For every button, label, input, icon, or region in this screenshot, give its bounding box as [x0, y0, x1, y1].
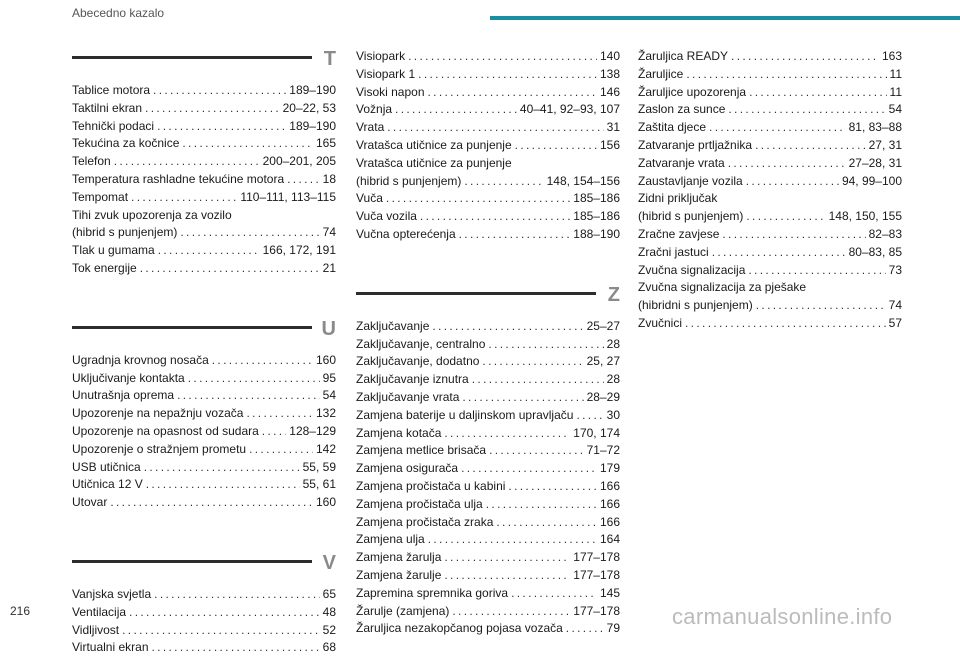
index-entry-pages: 148, 150, 155 — [828, 209, 902, 224]
section-letter: U — [321, 317, 336, 340]
dot-leader — [110, 494, 313, 512]
index-entry-label: Zamjena žarulje — [356, 567, 442, 582]
index-entry-pages: 54 — [888, 102, 902, 117]
index-entry-label: Zamjena pročistača zraka — [356, 514, 494, 529]
header-accent-bar — [490, 16, 960, 20]
index-entry-pages: 166 — [599, 478, 620, 493]
index-entry-pages: 18 — [322, 171, 336, 186]
index-entry — [72, 459, 336, 477]
section-header-u — [72, 318, 336, 358]
dot-leader — [461, 460, 597, 478]
dot-leader — [472, 371, 604, 389]
index-entry-pages: 189–190 — [289, 83, 336, 97]
dot-leader — [418, 66, 597, 84]
dot-leader — [158, 242, 260, 260]
index-entry-pages: 82–83 — [868, 226, 902, 241]
index-entry — [356, 442, 620, 460]
index-entry-pages: 132 — [315, 406, 336, 421]
index-entry-label: Unutrašnja oprema — [72, 388, 175, 403]
index-entry-label: Žaruljica READY — [638, 49, 729, 63]
index-entry-pages: 55, 59 — [302, 459, 336, 474]
index-entry-label: Zračne zavjese — [638, 226, 720, 241]
index-entry — [72, 476, 336, 494]
index-entry-pages: 71–72 — [586, 443, 620, 458]
index-entry-label: Vožnja — [356, 102, 393, 117]
dot-leader — [444, 549, 570, 567]
index-entry — [638, 48, 902, 66]
index-entry-pages: 68 — [322, 640, 336, 655]
section-entries-z — [356, 318, 620, 638]
index-entry — [356, 119, 620, 137]
index-entry-pages: 185–186 — [573, 191, 620, 206]
index-entry-pages: 140 — [599, 49, 620, 63]
section-entries-z-continued — [638, 48, 902, 333]
index-entry — [356, 173, 620, 191]
dot-leader — [140, 260, 320, 278]
dot-leader — [755, 137, 866, 155]
index-entry — [356, 208, 620, 226]
index-entry-pages: 48 — [322, 604, 336, 619]
index-entry-pages: 185–186 — [573, 209, 620, 224]
index-entry-label: Zvučna signalizacija — [638, 262, 746, 277]
index-entry — [72, 118, 336, 136]
dot-leader — [728, 101, 885, 119]
index-entry-pages: 177–178 — [573, 603, 620, 618]
page-number: 216 — [10, 604, 31, 618]
index-entry-pages: 52 — [322, 622, 336, 637]
index-entry — [638, 137, 902, 155]
index-entry — [356, 603, 620, 621]
index-entry-label: Zamjena baterije u daljinskom upravljaču — [356, 407, 574, 422]
index-entry-pages: 25–27 — [586, 318, 620, 333]
dot-leader — [756, 297, 886, 315]
index-entry-label: Zatvaranje prtljažnika — [638, 137, 753, 152]
index-entry — [72, 153, 336, 171]
dot-leader — [462, 389, 583, 407]
index-entry — [72, 604, 336, 622]
index-entry-label: Zamjena kotača — [356, 425, 442, 440]
index-entry — [72, 370, 336, 388]
dot-leader — [685, 315, 886, 333]
index-entry — [356, 48, 620, 66]
index-entry-label: Upozorenje na nepažnju vozača — [72, 406, 244, 421]
index-entry-label: Vuča — [356, 191, 383, 206]
index-entry — [638, 173, 902, 191]
dot-leader — [489, 442, 584, 460]
dot-leader — [515, 137, 597, 155]
index-entry — [356, 137, 620, 155]
dot-leader — [145, 100, 280, 118]
index-entry — [356, 371, 620, 389]
index-entry-pages: 179 — [599, 461, 620, 476]
dot-leader — [428, 531, 597, 549]
index-entry-pages: 145 — [599, 585, 620, 600]
index-entry-pages: 74 — [888, 298, 902, 313]
index-entry — [72, 405, 336, 423]
section-entries-t — [72, 82, 336, 278]
dot-leader — [188, 370, 320, 388]
dot-leader — [249, 441, 313, 459]
index-entry-pages: 20–22, 53 — [282, 100, 336, 115]
index-entry-label: Zvučnici — [638, 315, 683, 330]
index-entry-pages: 160 — [315, 352, 336, 367]
index-entry-pages: 80–83, 85 — [848, 244, 902, 259]
index-entry — [356, 407, 620, 425]
index-entry-pages: 142 — [315, 441, 336, 456]
index-entry-pages: 110–111, 113–115 — [240, 189, 336, 204]
index-entry — [356, 549, 620, 567]
index-entry — [638, 155, 902, 173]
index-entry-label: Ugradnja krovnog nosača — [72, 352, 209, 367]
dot-leader — [144, 459, 300, 477]
index-entry-pages: 81, 83–88 — [848, 120, 902, 135]
index-entry-label: Tok energije — [72, 260, 137, 275]
section-divider — [356, 292, 596, 295]
index-entry-label: Zaustavljanje vozila — [638, 173, 743, 188]
index-entry — [638, 84, 902, 102]
index-entry — [638, 315, 902, 333]
index-entry — [356, 336, 620, 354]
index-entry-label: Zaključavanje, dodatno — [356, 354, 480, 369]
index-entry-pages: 25, 27 — [586, 354, 620, 369]
dot-leader — [182, 135, 313, 153]
index-entry-pages: 57 — [888, 315, 902, 330]
dot-leader — [722, 226, 865, 244]
index-entry — [638, 226, 902, 244]
index-entry-pages: 28–29 — [586, 389, 620, 404]
index-entry-label: Zatvaranje vrata — [638, 155, 725, 170]
index-entry — [356, 226, 620, 244]
section-letter: V — [322, 551, 336, 574]
index-entry — [72, 171, 336, 189]
index-entry — [638, 66, 902, 84]
index-entry-label: Zamjena ulja — [356, 532, 425, 547]
index-entry — [638, 208, 902, 226]
dot-leader — [488, 336, 603, 354]
dot-leader — [131, 189, 237, 207]
index-entry — [356, 66, 620, 84]
index-entry — [356, 585, 620, 603]
index-entry-label: Upozorenje na opasnost od sudara — [72, 423, 259, 438]
section-divider — [72, 326, 312, 329]
index-entry-label: Tlak u gumama — [72, 243, 155, 258]
index-entry-label: Vrata — [356, 120, 385, 135]
index-entry-pages: 95 — [322, 370, 336, 385]
index-entry-pages: 138 — [599, 66, 620, 81]
index-entry-label: Žaruljice — [638, 66, 684, 81]
index-entry-label: Tempomat — [72, 189, 129, 204]
index-entry-label: Zapremina spremnika goriva — [356, 585, 509, 600]
dot-leader — [712, 244, 846, 262]
dot-leader — [686, 66, 886, 84]
index-entry — [356, 389, 620, 407]
index-entry-label: Zračni jastuci — [638, 244, 709, 259]
dot-leader — [731, 48, 879, 66]
index-entry-pages: 165 — [315, 136, 336, 151]
index-entry — [356, 84, 620, 102]
section-header-t — [72, 48, 336, 88]
index-entry-label: (hibrid s punjenjem) — [72, 225, 178, 240]
dot-leader — [157, 118, 286, 136]
index-column-3 — [638, 48, 902, 333]
dot-leader — [177, 387, 320, 405]
dot-leader — [395, 101, 517, 119]
index-entry-label: Utovar — [72, 495, 108, 510]
index-entry — [72, 189, 336, 207]
section-divider — [72, 56, 312, 59]
index-entry-pages: 21 — [322, 260, 336, 275]
index-entry — [638, 297, 902, 315]
index-entry — [72, 622, 336, 640]
running-header: Abecedno kazalo — [72, 6, 165, 20]
section-entries-v — [72, 586, 336, 657]
dot-leader — [511, 585, 597, 603]
index-entry-pages: 148, 154–156 — [546, 173, 620, 188]
index-entry-pages: 11 — [889, 66, 902, 81]
index-entry-label: USB utičnica — [72, 459, 141, 474]
index-entry — [72, 441, 336, 459]
dot-leader — [576, 407, 603, 425]
index-entry — [638, 119, 902, 137]
section-header-v — [72, 552, 336, 592]
dot-leader — [387, 119, 603, 137]
index-entry-label: Zamjena pročistača u kabini — [356, 478, 506, 493]
dot-leader — [180, 224, 319, 242]
index-entry-pages: 94, 99–100 — [841, 173, 902, 188]
index-entry — [638, 262, 902, 280]
index-entry-pages: 188–190 — [573, 226, 620, 241]
section-header-z — [356, 284, 620, 324]
index-entry — [72, 639, 336, 657]
index-entry-label: Zamjena osigurača — [356, 461, 459, 476]
index-entry-pages: 11 — [889, 84, 902, 99]
index-entry — [356, 531, 620, 549]
index-entry — [356, 425, 620, 443]
index-entry-label: Tekućina za kočnice — [72, 136, 180, 151]
index-entry — [72, 494, 336, 512]
index-entry-label: Ventilacija — [72, 604, 127, 619]
index-entry-pages: 28 — [606, 336, 620, 351]
index-entry — [356, 101, 620, 119]
index-entry-pages: 177–178 — [573, 567, 620, 582]
section-letter: Z — [607, 283, 620, 306]
index-entry-pages: 31 — [606, 120, 620, 135]
index-entry-pages: 166, 172, 191 — [262, 243, 336, 258]
dot-leader — [152, 639, 320, 657]
index-entry-pages: 128–129 — [289, 423, 336, 438]
dot-leader — [508, 478, 597, 496]
index-entry-label: Žarulje (zamjena) — [356, 603, 450, 618]
index-entry — [356, 514, 620, 532]
index-entry — [72, 387, 336, 405]
index-entry-pages: 54 — [322, 388, 336, 403]
index-entry — [72, 242, 336, 260]
index-entry-label: (hibrid s punjenjem) — [356, 173, 462, 188]
index-entry-label: Zaštita djece — [638, 120, 707, 135]
index-entry-label: Temperatura rashladne tekućine motora — [72, 171, 285, 186]
index-entry-pages: 27, 31 — [868, 137, 902, 152]
index-entry-label: Visiopark 1 — [356, 66, 416, 81]
index-entry-pages: 164 — [599, 532, 620, 547]
index-entry — [72, 100, 336, 118]
section-entries-u — [72, 352, 336, 512]
dot-leader — [146, 476, 300, 494]
index-entry-label: Žaruljice upozorenja — [638, 84, 747, 99]
index-entry-label: Utičnica 12 V — [72, 477, 143, 492]
index-entry — [638, 101, 902, 119]
dot-leader — [749, 84, 886, 102]
dot-leader — [728, 155, 846, 173]
index-entry-label: Taktilni ekran — [72, 100, 143, 115]
dot-leader — [486, 496, 597, 514]
dot-leader — [386, 190, 570, 208]
dot-leader — [262, 423, 286, 441]
index-entry-pages: 30 — [606, 407, 620, 422]
index-entry — [356, 567, 620, 585]
dot-leader — [428, 84, 597, 102]
section-divider — [72, 560, 312, 563]
index-entry-label: Zaključavanje, centralno — [356, 336, 486, 351]
dot-leader — [746, 208, 825, 226]
dot-leader — [482, 353, 583, 371]
dot-leader — [444, 425, 570, 443]
index-entry-pages: 177–178 — [573, 550, 620, 565]
index-entry-pages: 74 — [322, 225, 336, 240]
index-entry-label: Vidljivost — [72, 622, 120, 637]
dot-leader — [459, 226, 571, 244]
index-entry — [356, 460, 620, 478]
index-entry-label: Visiopark — [356, 49, 406, 63]
index-entry — [638, 244, 902, 262]
dot-leader — [496, 514, 597, 532]
dot-leader — [748, 262, 885, 280]
index-entry-label: Telefon — [72, 154, 111, 169]
index-entry-label: Tablice motora — [72, 83, 151, 97]
index-entry-label: Vanjska svjetla — [72, 586, 152, 601]
index-entry-label: (hibrid s punjenjem) — [638, 209, 744, 224]
index-entry-pages: 189–190 — [289, 118, 336, 133]
index-entry-pages: 160 — [315, 495, 336, 510]
index-entry-label: Vučna opterećenja — [356, 226, 456, 241]
index-entry-heading: Zidni priključak — [638, 191, 718, 206]
dot-leader — [464, 173, 543, 191]
index-entry-label: Zaključavanje vrata — [356, 389, 460, 404]
dot-leader — [444, 567, 570, 585]
index-entry-label: Zaključavanje iznutra — [356, 372, 469, 387]
index-entry — [356, 190, 620, 208]
index-entry-pages: 27–28, 31 — [848, 155, 902, 170]
dot-leader — [122, 622, 320, 640]
dot-leader — [420, 208, 570, 226]
index-entry-label: Virtualni ekran — [72, 640, 149, 655]
dot-leader — [452, 603, 570, 621]
index-column-2 — [356, 48, 620, 638]
index-entry-pages: 200–201, 205 — [262, 154, 336, 169]
index-entry-label: Uključivanje kontakta — [72, 370, 185, 385]
index-entry-heading: Zvučna signalizacija za pješake — [638, 280, 807, 295]
index-entry-label: Upozorenje o stražnjem prometu — [72, 441, 247, 456]
index-entry-pages: 55, 61 — [302, 477, 336, 492]
index-entry-pages: 40–41, 92–93, 107 — [519, 102, 620, 117]
dot-leader — [246, 405, 313, 423]
dot-leader — [287, 171, 320, 189]
dot-leader — [566, 620, 604, 638]
index-entry — [72, 135, 336, 153]
index-entry-heading: Tihi zvuk upozorenja za vozilo — [72, 207, 232, 222]
index-entry — [356, 478, 620, 496]
index-entry — [356, 620, 620, 638]
dot-leader — [709, 119, 846, 137]
index-entry-label: Zaslon za sunce — [638, 102, 726, 117]
index-entry-label: Zaključavanje — [356, 318, 430, 333]
dot-leader — [746, 173, 839, 191]
index-entry-label: Visoki napon — [356, 84, 425, 99]
index-entry — [356, 353, 620, 371]
index-entry-label: Tehnički podaci — [72, 118, 155, 133]
index-entry-label: Vuča vozila — [356, 209, 417, 224]
index-entry-pages: 28 — [606, 372, 620, 387]
index-entry-label: Zamjena žarulja — [356, 550, 442, 565]
index-entry-pages: 156 — [599, 137, 620, 152]
dot-leader — [408, 48, 597, 66]
dot-leader — [114, 153, 260, 171]
index-entry-label: Zamjena pročistača ulja — [356, 496, 483, 511]
index-entry — [72, 423, 336, 441]
dot-leader — [129, 604, 320, 622]
index-entry-pages: 73 — [888, 262, 902, 277]
index-entry-pages: 166 — [599, 514, 620, 529]
index-entry-label: Zamjena metlice brisača — [356, 443, 487, 458]
index-entry — [72, 224, 336, 242]
index-entry-pages: 79 — [606, 621, 620, 636]
index-entry-pages: 166 — [599, 496, 620, 511]
index-column-1 — [72, 48, 336, 657]
section-entries-v-continued — [356, 48, 620, 244]
index-entry-label: Žaruljica nezakopčanog pojasa vozača — [356, 621, 563, 636]
index-entry-pages: 146 — [599, 84, 620, 99]
section-letter: T — [323, 48, 336, 70]
index-entry — [356, 496, 620, 514]
index-entry-label: Vratašca utičnice za punjenje — [356, 137, 512, 152]
index-entry-pages: 65 — [322, 586, 336, 601]
index-entry-pages: 170, 174 — [573, 425, 620, 440]
index-entry — [72, 260, 336, 278]
index-entry-label: (hibridni s punjenjem) — [638, 298, 753, 313]
index-entry-heading: Vratašca utičnice za punjenje — [356, 155, 512, 170]
watermark: carmanualsonline.info — [672, 604, 893, 629]
index-entry-pages: 163 — [881, 49, 902, 63]
